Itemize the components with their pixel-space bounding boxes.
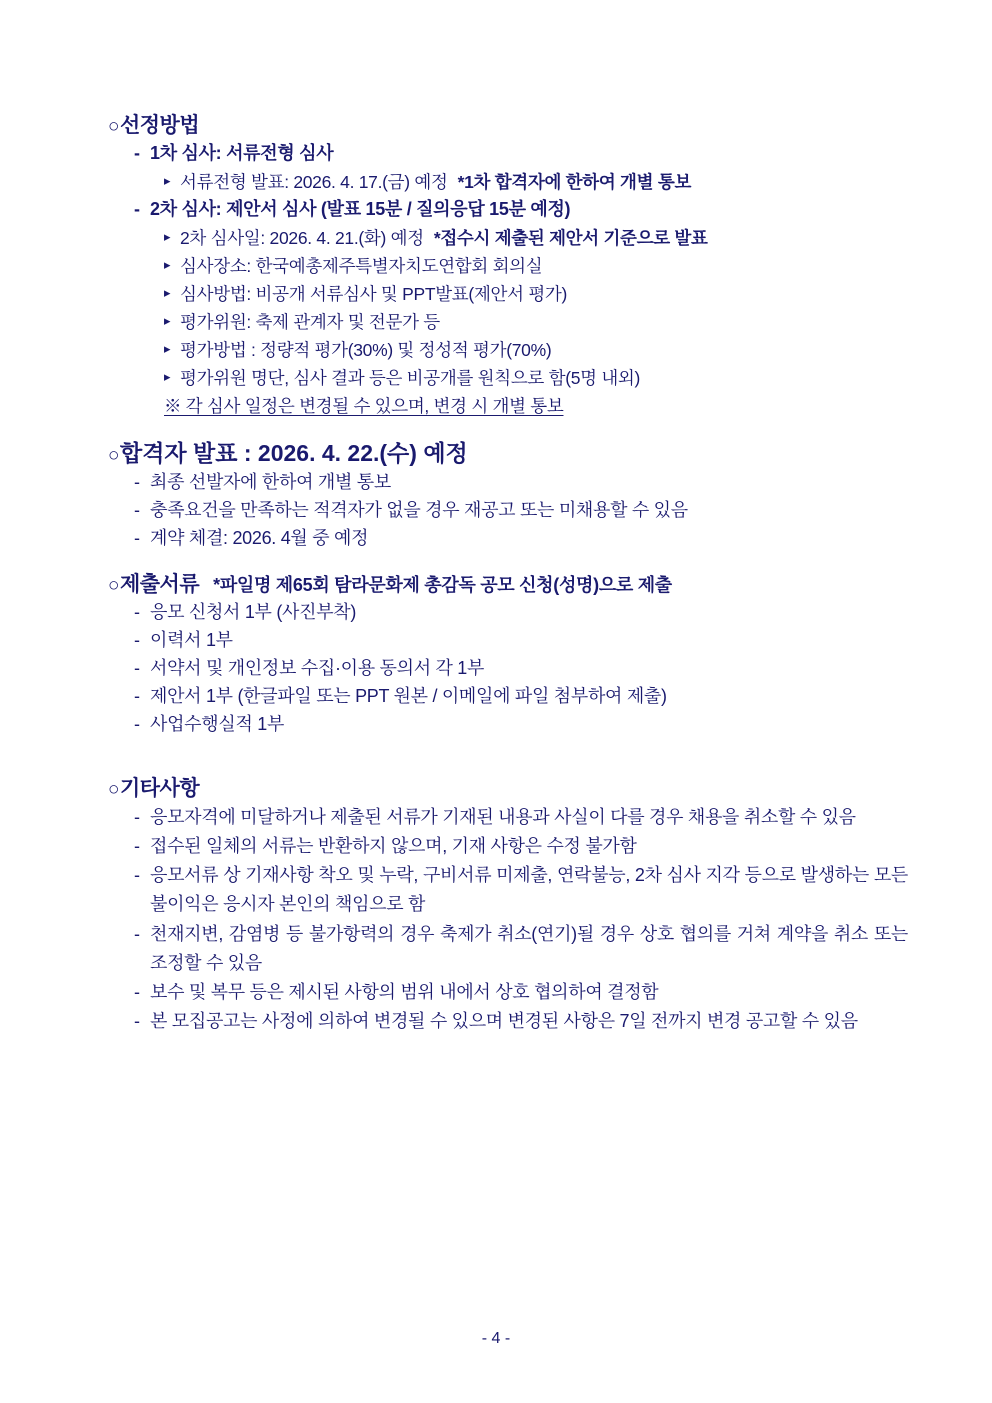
circle-marker-icon: ○: [108, 574, 119, 596]
dash-marker-icon: -: [134, 500, 140, 521]
circle-marker-icon: ○: [108, 778, 119, 800]
list-item: [108, 861, 908, 919]
list-item: [108, 599, 908, 627]
list-item: [108, 832, 908, 861]
triangle-marker-icon: ▸: [164, 229, 171, 245]
section-heading: [108, 775, 908, 803]
list-item-label: 응모 신청서 1부 (사진부착): [150, 602, 357, 623]
dash-marker-icon: -: [134, 143, 140, 164]
dash-marker-icon: -: [134, 472, 140, 493]
dash-marker-icon: -: [134, 527, 140, 548]
list-item-label: 응모자격에 미달하거나 제출된 서류가 기재된 내용과 사실이 다를 경우 채용을 취소할 수 있음: [150, 806, 856, 827]
result-announcement-list: [108, 469, 908, 553]
list-item-label: 평가위원: 축제 관계자 및 전문가 등: [180, 312, 440, 333]
list-item-label: 이력서 1부: [150, 630, 233, 651]
triangle-marker-icon: ▸: [164, 369, 171, 385]
list-item: [108, 683, 908, 711]
required-documents-list: [108, 599, 908, 738]
dash-marker-icon: -: [134, 630, 140, 651]
list-item-label: 심사장소: 한국예총제주특별자치도연합회 회의실: [180, 256, 543, 277]
section-selection-method: [108, 112, 908, 420]
section-other-matters: [108, 775, 908, 1037]
list-item-label: 충족요건을 만족하는 적격자가 없을 경우 재공고 또는 미채용할 수 있음: [150, 500, 688, 521]
list-item-label: 보수 및 복무 등은 제시된 사항의 범위 내에서 상호 협의하여 결정함: [150, 981, 659, 1002]
list-item-label: 2차 심사: 제안서 심사 (발표 15분 / 질의응답 15분 예정): [150, 199, 571, 220]
other-matters-list: [108, 803, 908, 1036]
highlight-note: *1차 합격자에 한하여 개별 통보: [457, 172, 692, 193]
list-item: [108, 364, 908, 392]
dash-marker-icon: -: [134, 836, 140, 857]
filename-note: *파일명 제65회 탐라문화제 총감독 공모 신청(성명)으로 제출: [213, 574, 672, 595]
dash-marker-icon: -: [134, 923, 140, 944]
list-item-label: 평가방법 : 정량적 평가(30%) 및 정성적 평가(70%): [180, 340, 552, 361]
section-title: 선정방법: [119, 114, 200, 137]
list-item-label: 응모서류 상 기재사항 착오 및 누락, 구비서류 미제출, 연락불능, 2차 심사 지각 등으로 발생하는 모든 불이익은 응시자 본인의 책임으로 함: [150, 865, 908, 915]
list-item-label: 1차 심사: 서류전형 심사: [150, 143, 334, 164]
note-text: ※ 각 심사 일정은 변경될 수 있으며, 변경 시 개별 통보: [164, 396, 564, 417]
list-item-label: 사업수행실적 1부: [150, 713, 285, 734]
dash-marker-icon: -: [134, 865, 140, 886]
list-item-label: 접수된 일체의 서류는 반환하지 않으며, 기재 사항은 수정 불가함: [150, 836, 637, 857]
dash-marker-icon: -: [134, 1011, 140, 1032]
list-item: [108, 627, 908, 655]
list-item: [108, 252, 908, 280]
list-item: [108, 196, 908, 224]
list-item: [108, 803, 908, 832]
list-item-label: 평가위원 명단, 심사 결과 등은 비공개를 원칙으로 함(5명 내외): [180, 368, 641, 389]
page-footer: [0, 1330, 992, 1348]
document-body: [108, 112, 908, 1038]
section-title: 기타사항: [119, 776, 200, 800]
schedule-change-note: [108, 392, 908, 420]
circle-marker-icon: ○: [108, 116, 119, 137]
dash-marker-icon: -: [134, 713, 140, 734]
list-item: [108, 978, 908, 1007]
circle-marker-icon: ○: [108, 445, 119, 467]
dash-marker-icon: -: [134, 685, 140, 706]
dash-marker-icon: -: [134, 199, 140, 220]
section-heading: [108, 438, 908, 469]
list-item: [108, 711, 908, 739]
dash-marker-icon: -: [134, 602, 140, 623]
list-item: [108, 224, 908, 252]
list-item: [108, 280, 908, 308]
selection-method-list: [108, 140, 908, 420]
list-item-label: 계약 체결: 2026. 4월 중 예정: [150, 527, 369, 548]
dash-marker-icon: -: [134, 806, 140, 827]
list-item: [108, 168, 908, 196]
list-item-label: 제안서 1부 (한글파일 또는 PPT 원본 / 이메일에 파일 첨부하여 제출): [150, 685, 667, 706]
section-heading: [108, 571, 908, 599]
list-item: [108, 469, 908, 497]
section-title: 합격자 발표 : 2026. 4. 22.(수) 예정: [119, 440, 468, 467]
list-item-label: 최종 선발자에 한하여 개별 통보: [150, 472, 391, 493]
list-item-label: 본 모집공고는 사정에 의하여 변경될 수 있으며 변경된 사항은 7일 전까지 변경 공고할 수 있음: [150, 1011, 858, 1032]
section-heading: [108, 112, 908, 140]
dash-marker-icon: -: [134, 981, 140, 1002]
list-item: [108, 525, 908, 553]
triangle-marker-icon: ▸: [164, 257, 171, 273]
list-item: [108, 920, 908, 978]
list-item-label: 심사방법: 비공개 서류심사 및 PPT발표(제안서 평가): [180, 284, 568, 305]
section-required-documents: [108, 571, 908, 739]
page-number: - 4 -: [481, 1330, 511, 1347]
list-item: [108, 140, 908, 168]
list-item-label: 천재지변, 감염병 등 불가항력의 경우 축제가 취소(연기)될 경우 상호 협의를 거쳐 계약을 취소 또는 조정할 수 있음: [150, 923, 908, 973]
list-item-label: 서류전형 발표: 2026. 4. 17.(금) 예정 *1차 합격자에 한하여 개별 통보: [180, 172, 692, 193]
list-item: [108, 655, 908, 683]
triangle-marker-icon: ▸: [164, 313, 171, 329]
list-item-label: 서약서 및 개인정보 수집·이용 동의서 각 1부: [150, 657, 485, 678]
section-result-announcement: [108, 438, 908, 553]
list-item: [108, 1007, 908, 1036]
list-item: [108, 336, 908, 364]
list-item-label: 2차 심사일: 2026. 4. 21.(화) 예정 *접수시 제출된 제안서 기준으로 발표: [180, 228, 708, 249]
triangle-marker-icon: ▸: [164, 285, 171, 301]
triangle-marker-icon: ▸: [164, 173, 171, 189]
dash-marker-icon: -: [134, 657, 140, 678]
triangle-marker-icon: ▸: [164, 341, 171, 357]
list-item: [108, 497, 908, 525]
section-title: 제출서류: [119, 572, 200, 596]
highlight-note: *접수시 제출된 제안서 기준으로 발표: [433, 228, 708, 249]
list-item: [108, 308, 908, 336]
